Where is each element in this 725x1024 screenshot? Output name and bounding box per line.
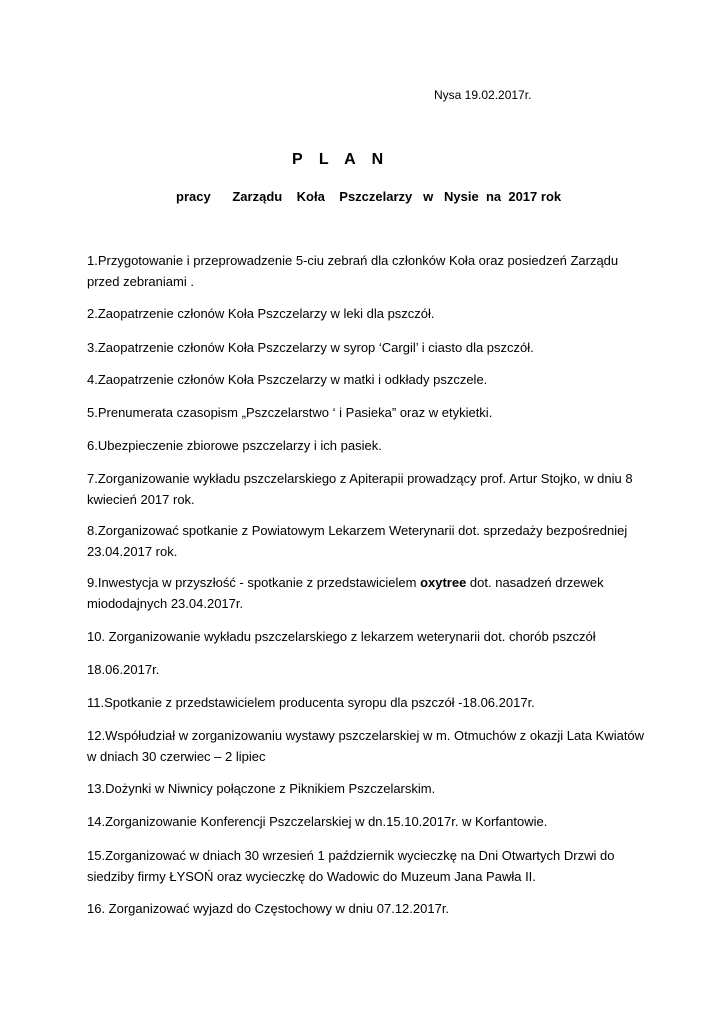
plan-item: 13.Dożynki w Niwnicy połączone z Piknikiem Pszczelarskim. (87, 781, 436, 796)
plan-item: 16. Zorganizować wyjazd do Częstochowy w dniu 07.12.2017r. (87, 901, 450, 916)
document-date: Nysa 19.02.2017r. (434, 88, 532, 102)
plan-item: 3.Zaopatrzenie członów Koła Pszczelarzy w syrop ‘Cargil’ i ciasto dla pszczół. (87, 340, 534, 355)
plan-item: 18.06.2017r. (87, 662, 160, 677)
plan-item: 8.Zorganizować spotkanie z Powiatowym Lekarzem Weterynarii dot. sprzedaży bezpośredniej 23.04.2017 rok. (87, 523, 628, 559)
plan-item: 7.Zorganizowanie wykładu pszczelarskiego z Apiterapii prowadzący prof. Artur Stojko, w dniu 8 kwiecień 2017 rok. (87, 471, 633, 507)
plan-item: 11.Spotkanie z przedstawicielem producenta syropu dla pszczół -18.06.2017r. (87, 695, 535, 710)
document-title: P L A N (292, 151, 390, 168)
plan-item: 12.Współudział w zorganizowaniu wystawy pszczelarskiej w m. Otmuchów z okazji Lata Kwiatów w dniach 30 czerwiec – 2 lipiec (87, 728, 645, 764)
plan-item: 6.Ubezpieczenie zbiorowe pszczelarzy i ich pasiek. (87, 438, 382, 453)
plan-item: 5.Prenumerata czasopism „Pszczelarstwo ‘ i Pasieka” oraz w etykietki. (87, 405, 493, 420)
document-subtitle: pracy Zarządu Koła Pszczelarzy w Nysie na 2017 rok (176, 189, 562, 204)
plan-item: 1.Przygotowanie i przeprowadzenie 5-ciu zebrań dla członków Koła oraz posiedzeń Zarządu przed zebraniami . (87, 253, 619, 289)
plan-item-text: 9.Inwestycja w przyszłość - spotkanie z przedstawicielem (87, 575, 421, 590)
plan-item: 2.Zaopatrzenie członów Koła Pszczelarzy w leki dla pszczół. (87, 306, 435, 321)
plan-item: 4.Zaopatrzenie członów Koła Pszczelarzy w matki i odkłady pszczele. (87, 372, 488, 387)
plan-item (87, 572, 647, 614)
plan-item: 14.Zorganizowanie Konferencji Pszczelarskiej w dn.15.10.2017r. w Korfantowie. (87, 814, 548, 829)
plan-item-text: dot. nasadzeń drzewek miododajnych 23.04.2017r. (87, 575, 604, 611)
plan-item-highlight: oxytree (420, 575, 467, 590)
plan-item: 10. Zorganizowanie wykładu pszczelarskiego z lekarzem weterynarii dot. chorób pszczół (87, 629, 596, 644)
plan-item: 15.Zorganizować w dniach 30 wrzesień 1 październik wycieczkę na Dni Otwartych Drzwi do siedziby firmy ŁYSOŃ oraz wycieczkę do Wadowic do Muzeum Jana Pawła II. (87, 848, 615, 884)
